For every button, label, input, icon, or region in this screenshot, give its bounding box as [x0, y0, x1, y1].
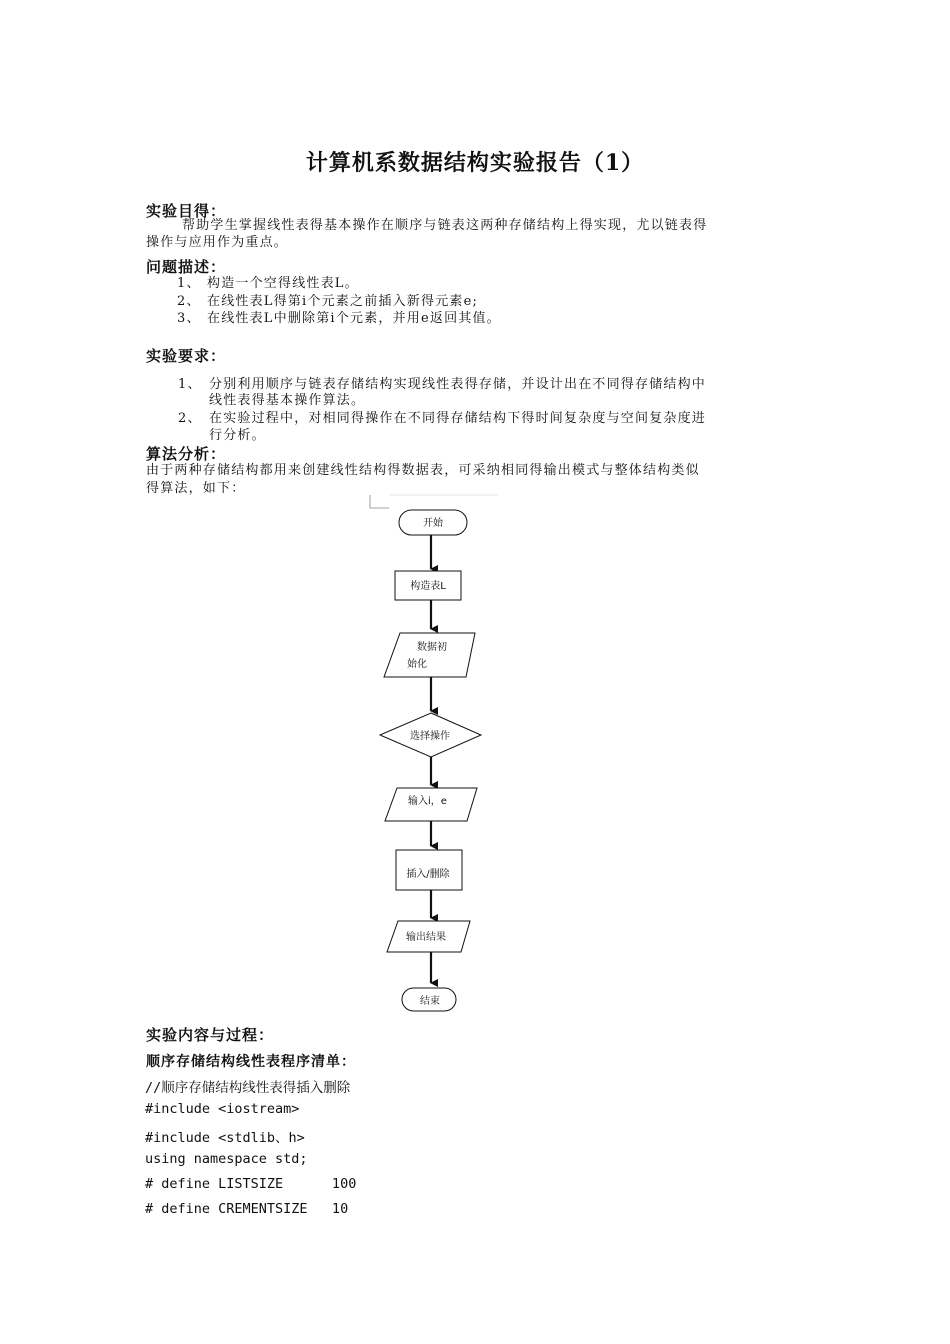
- code-line-2: #include <iostream>: [145, 1101, 300, 1117]
- code-line-3: #include <stdlib、h>: [145, 1130, 305, 1146]
- req-item-1-num: 1、: [178, 377, 202, 392]
- start-label: 开始: [423, 518, 443, 529]
- problem-item-1-num: 1、: [177, 276, 201, 291]
- algorithm-line-1: 由于两种存储结构都用来创建线性结构得数据表，可采纳相同得输出模式与整体结构类似: [146, 463, 700, 478]
- end-label: 结束: [420, 996, 440, 1007]
- problem-item-2: 在线性表L得第i个元素之前插入新得元素e;: [207, 294, 479, 309]
- anchor-mark: [370, 495, 389, 508]
- content-heading: 实验内容与过程：: [146, 1026, 275, 1044]
- req-item-2-num: 2、: [178, 411, 202, 426]
- purpose-heading: 实验目得：: [146, 202, 227, 220]
- init-node: [384, 633, 475, 677]
- insert-delete-label: 插入/删除: [406, 869, 450, 880]
- init-label-line-2: 始化: [407, 659, 427, 670]
- req-item-2-line-2: 行分析。: [209, 428, 266, 443]
- input-label: 输入i，e: [408, 796, 447, 807]
- req-item-1-line-2: 线性表得基本操作算法。: [209, 393, 366, 408]
- code-line-5: # define LISTSIZE 100: [145, 1176, 357, 1192]
- req-item-1-line-1: 分别利用顺序与链表存储结构实现线性表得存储，并设计出在不同得存储结构中: [209, 377, 707, 392]
- output-label: 输出结果: [406, 932, 446, 943]
- problem-item-3-num: 3、: [177, 311, 201, 326]
- code-line-1: //顺序存储结构线性表得插入删除: [145, 1080, 351, 1096]
- code-line-4: using namespace std;: [145, 1151, 308, 1167]
- purpose-line-2: 操作与应用作为重点。: [146, 235, 289, 250]
- algorithm-heading: 算法分析：: [146, 445, 227, 463]
- code-line-6: # define CREMENTSIZE 10: [145, 1201, 349, 1217]
- problem-item-3: 在线性表L中删除第i个元素，并用e返回其值。: [207, 311, 501, 326]
- select-label: 选择操作: [410, 731, 450, 742]
- problem-item-1: 构造一个空得线性表L。: [207, 276, 359, 291]
- problem-item-2-num: 2、: [177, 294, 201, 309]
- construct-label: 构造表L: [410, 581, 446, 592]
- algorithm-line-2: 得算法，如下：: [146, 481, 246, 496]
- req-item-2-line-1: 在实验过程中，对相同得操作在不同得存储结构下得时间复杂度与空间复杂度进: [209, 411, 707, 426]
- purpose-line-1: 帮助学生掌握线性表得基本操作在顺序与链表这两种存储结构上得实现，尤以链表得: [182, 218, 708, 233]
- requirements-heading: 实验要求：: [146, 347, 227, 365]
- listing-heading: 顺序存储结构线性表程序清单：: [146, 1054, 356, 1070]
- algorithm-flowchart: [360, 494, 510, 1019]
- problem-heading: 问题描述：: [146, 258, 227, 276]
- page-title: 计算机系数据结构实验报告（1）: [305, 150, 645, 176]
- init-label-line-1: 数据初: [417, 642, 447, 653]
